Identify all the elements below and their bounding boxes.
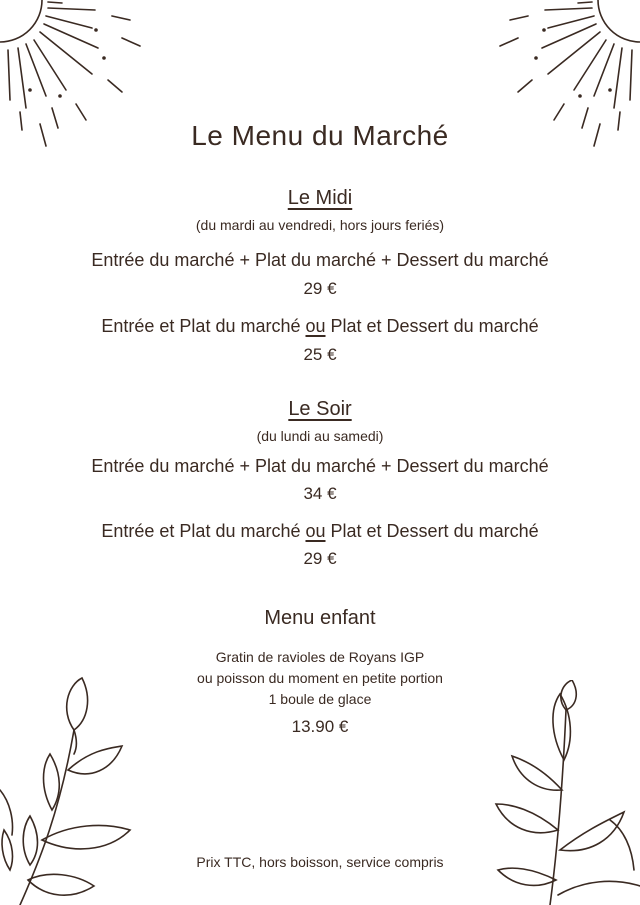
section-heading-midi: Le Midi (287, 187, 353, 209)
section-heading-enfant: Menu enfant (264, 607, 376, 629)
soir-formula-2: Entrée et Plat du marché ou Plat et Dessert du marché (101, 521, 539, 541)
midi-price-2: 25 € (303, 345, 337, 364)
enfant-line-3: 1 boule de glace (268, 691, 372, 707)
enfant-price: 13.90 € (291, 717, 349, 736)
leaf-branch-icon (490, 680, 640, 905)
enfant-line-1: Gratin de ravioles de Royans IGP (215, 649, 425, 665)
soir-note: (du lundi au samedi) (256, 428, 384, 444)
midi-formula-1: Entrée du marché + Plat du marché + Dessert du marché (91, 250, 549, 270)
midi-note: (du mardi au vendredi, hors jours feriés) (195, 217, 445, 233)
soir-formula-1: Entrée du marché + Plat du marché + Dessert du marché (91, 456, 549, 476)
midi-price-1: 29 € (303, 279, 337, 298)
soir-price-1: 34 € (303, 484, 337, 503)
midi-formula-2: Entrée et Plat du marché ou Plat et Dessert du marché (101, 316, 539, 336)
footer-note: Prix TTC, hors boisson, service compris (196, 854, 444, 870)
enfant-line-2: ou poisson du moment en petite portion (197, 670, 443, 686)
page-title: Le Menu du Marché (191, 120, 449, 151)
soir-price-2: 29 € (303, 549, 337, 568)
section-heading-soir: Le Soir (288, 398, 352, 420)
